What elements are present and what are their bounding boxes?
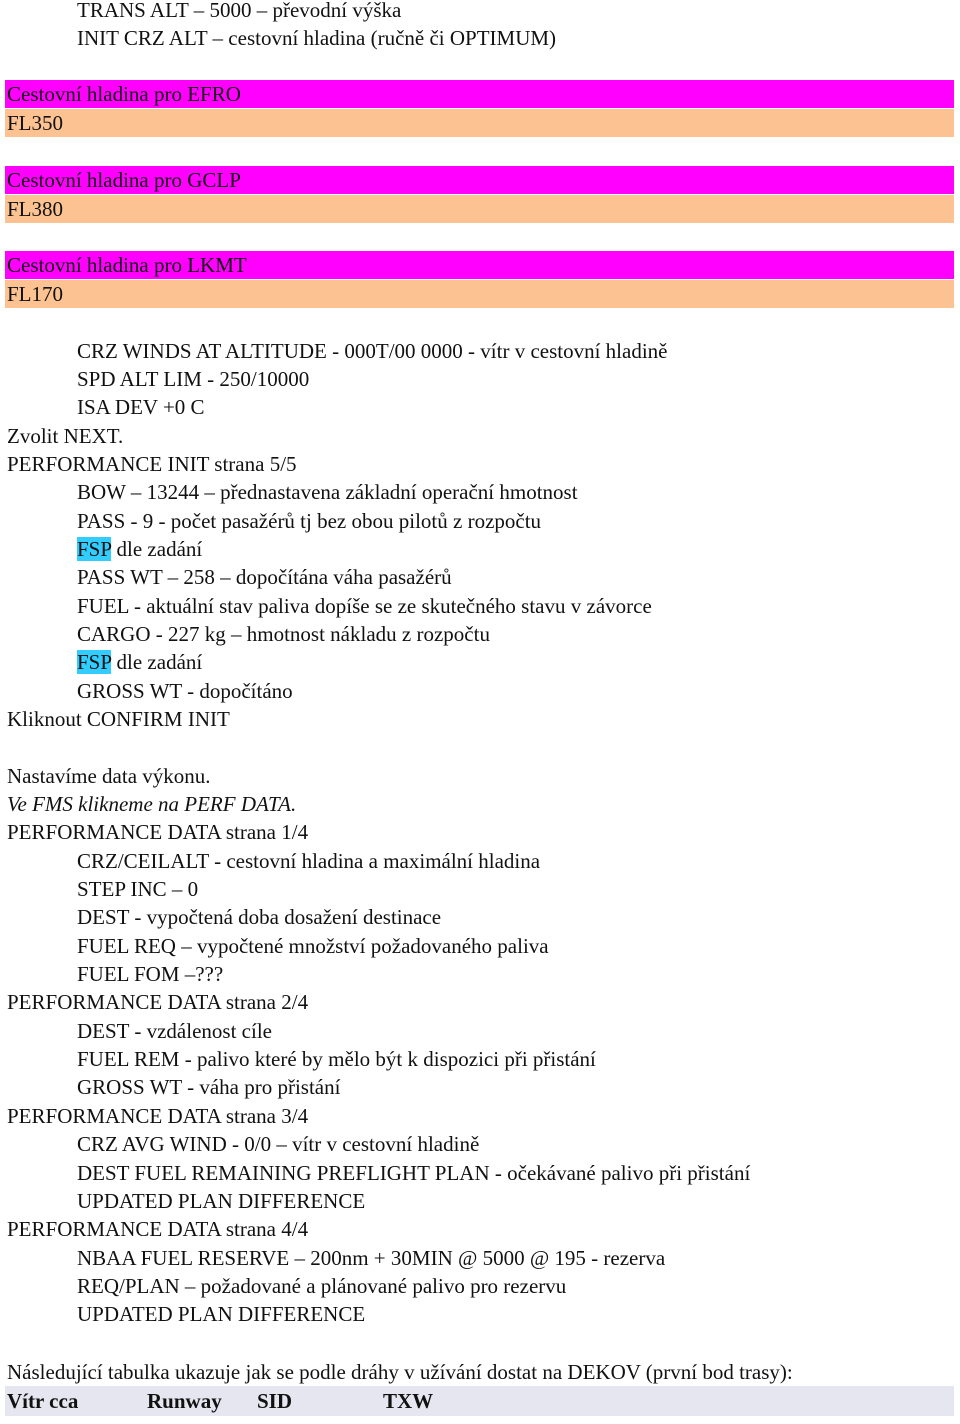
crz-winds-line: CRZ WINDS AT ALTITUDE - 000T/00 0000 - vítr v cestovní hladině (77, 339, 668, 363)
perf-init-heading: PERFORMANCE INIT strana 5/5 (7, 452, 297, 476)
updated-plan-line-2: UPDATED PLAN DIFFERENCE (77, 1302, 366, 1326)
dest-dist-line: DEST - vzdálenost cíle (77, 1019, 272, 1043)
updated-plan-line-1: UPDATED PLAN DIFFERENCE (77, 1189, 366, 1213)
fsp-text-1: dle zadání (111, 537, 203, 561)
fsp-text-2: dle zadání (111, 650, 203, 674)
fsp-highlight-2: FSP (77, 650, 112, 674)
zvolit-next-line: Zvolit NEXT. (7, 424, 124, 448)
runway-table-header (5, 1386, 954, 1416)
perf-data-4-heading: PERFORMANCE DATA strana 4/4 (7, 1217, 309, 1241)
step-inc-line: STEP INC – 0 (77, 877, 199, 901)
bow-line: BOW – 13244 – přednastavena základní operační hmotnost (77, 480, 578, 504)
efro-cruise-label: Cestovní hladina pro EFRO (5, 80, 954, 108)
fuel-req-line: FUEL REQ – vypočtené množství požadovaného paliva (77, 934, 549, 958)
crz-avg-wind-line: CRZ AVG WIND - 0/0 – vítr v cestovní hladině (77, 1132, 480, 1156)
fuel-line: FUEL - aktuální stav paliva dopíše se ze skutečného stavu v závorce (77, 594, 652, 618)
req-plan-line: REQ/PLAN – požadované a plánované palivo pro rezervu (77, 1274, 567, 1298)
trans-alt-line: TRANS ALT – 5000 – převodní výška (77, 0, 402, 22)
gross-wt-land-line: GROSS WT - váha pro přistání (77, 1075, 341, 1099)
nastavime-line: Nastavíme data výkonu. (7, 764, 211, 788)
gclp-flight-level: FL380 (5, 195, 954, 223)
crz-ceil-line: CRZ/CEILALT - cestovní hladina a maximální hladina (77, 849, 541, 873)
perf-data-1-heading: PERFORMANCE DATA strana 1/4 (7, 820, 309, 844)
perf-data-2-heading: PERFORMANCE DATA strana 2/4 (7, 990, 309, 1014)
confirm-init-line: Kliknout CONFIRM INIT (7, 707, 230, 731)
spd-alt-lim-line: SPD ALT LIM - 250/10000 (77, 367, 310, 391)
ve-fms-line: Ve FMS klikneme na PERF DATA. (7, 792, 297, 816)
dest-time-line: DEST - vypočtená doba dosažení destinace (77, 905, 442, 929)
pass-wt-line: PASS WT – 258 – dopočítána váha pasažérů (77, 565, 452, 589)
fsp-line-2 (77, 648, 202, 676)
fuel-rem-line: FUEL REM - palivo které by mělo být k dispozici při přistání (77, 1047, 596, 1071)
fsp-highlight-1: FSP (77, 537, 112, 561)
fsp-line-1 (77, 535, 202, 563)
fuel-fom-line: FUEL FOM –??? (77, 962, 224, 986)
table-intro-line: Následující tabulka ukazuje jak se podle dráhy v užívání dostat na DEKOV (první bod trasy): (7, 1360, 793, 1384)
isa-dev-line: ISA DEV +0 C (77, 395, 205, 419)
nbaa-line: NBAA FUEL RESERVE – 200nm + 30MIN @ 5000 @ 195 - rezerva (77, 1246, 666, 1270)
pass-line: PASS - 9 - počet pasažérů tj bez obou pilotů z rozpočtu (77, 509, 542, 533)
dest-fuel-rem-line: DEST FUEL REMAINING PREFLIGHT PLAN - očekávané palivo při přistání (77, 1161, 751, 1185)
cargo-line: CARGO - 227 kg – hmotnost nákladu z rozpočtu (77, 622, 490, 646)
header-runway: Runway (147, 1389, 222, 1413)
gross-wt-line: GROSS WT - dopočítáno (77, 679, 293, 703)
header-txw: TXW (383, 1389, 434, 1413)
perf-data-3-heading: PERFORMANCE DATA strana 3/4 (7, 1104, 309, 1128)
init-crz-alt-line: INIT CRZ ALT – cestovní hladina (ručně či OPTIMUM) (77, 26, 557, 50)
header-vitr: Vítr cca (7, 1389, 79, 1413)
header-sid: SID (257, 1389, 293, 1413)
lkmt-flight-level: FL170 (5, 280, 954, 308)
efro-flight-level: FL350 (5, 109, 954, 137)
gclp-cruise-label: Cestovní hladina pro GCLP (5, 166, 954, 194)
lkmt-cruise-label: Cestovní hladina pro LKMT (5, 251, 954, 279)
